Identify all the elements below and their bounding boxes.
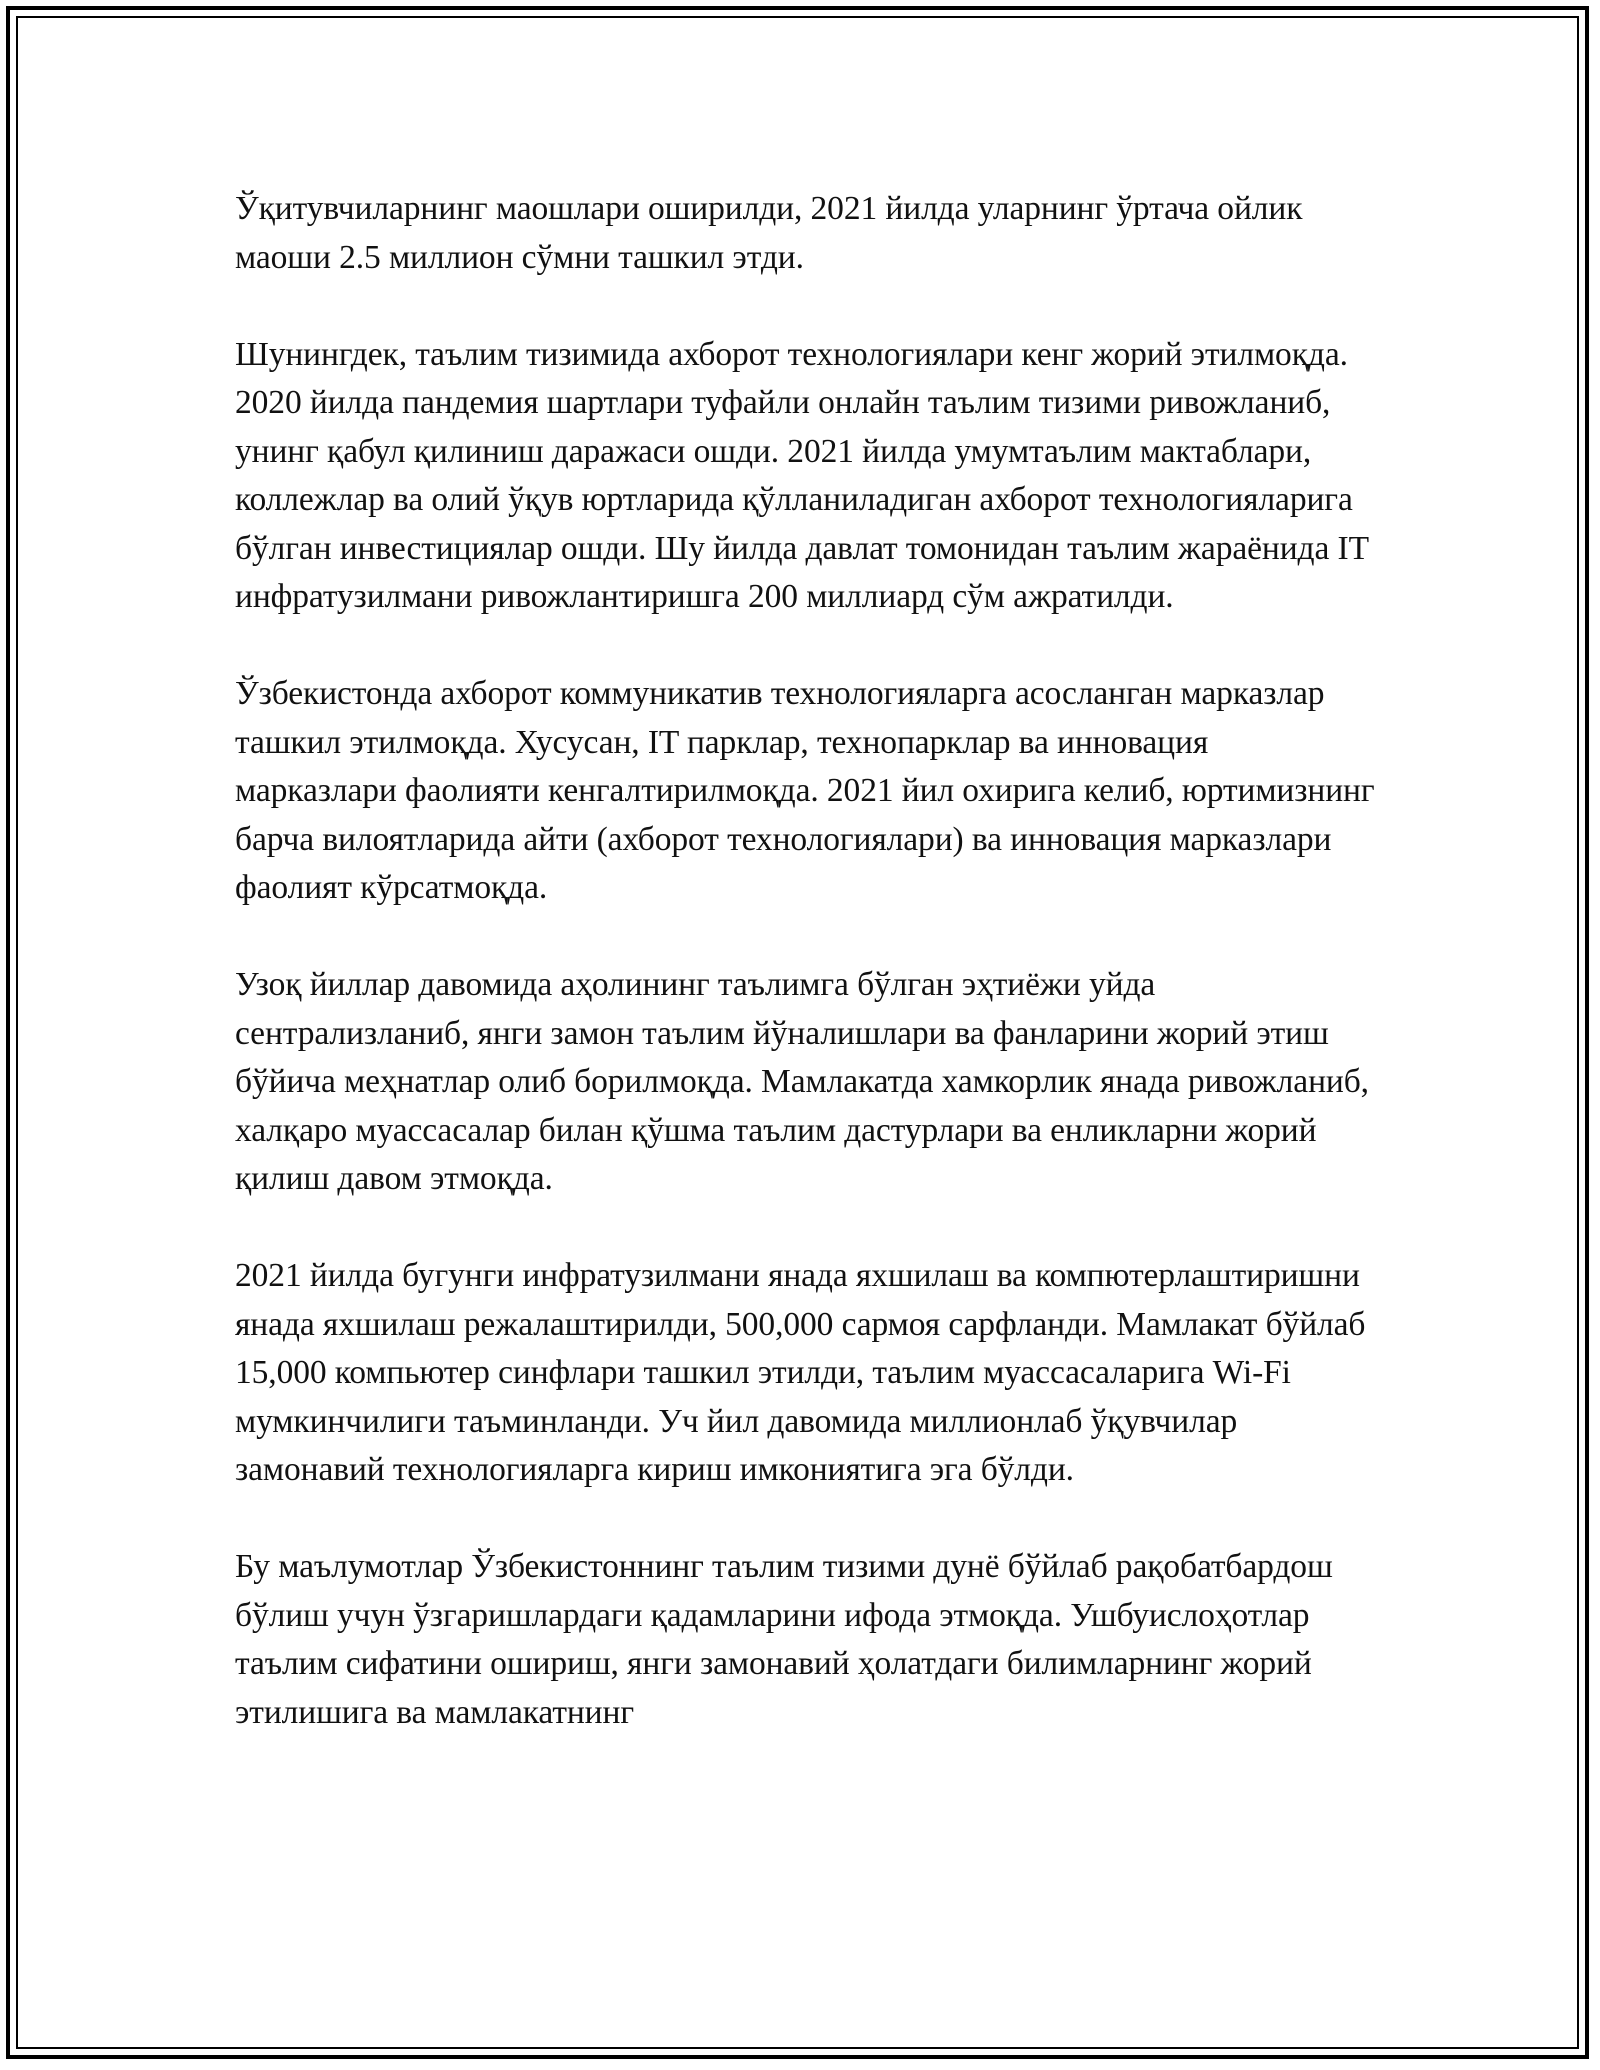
paragraph-conclusion: Бу маълумотлар Ўзбекистоннинг таълим тизими дунё бўйлаб рақобатбардош бўлиш учун ўзгаришлардаги қадамларини ифода этмоқда. Ушбуислоҳотлар таълим сифатини ошириш, янги замонавий ҳолатдаги билимларнинг жорий этилишига ва мамлакатнинг [235, 1548, 1333, 1731]
paragraph-education-reforms: Узоқ йиллар давомида аҳолининг таълимга бўлган эҳтиёжи уйда сентрализланиб, янги замон таълим йўналишлари ва фанларини жорий этиш бўйича меҳнатлар олиб борилмоқда. Мамлакатда хамкорлик янада ривожланиб, халқаро муассасалар билан қўшма таълим дастурлари ва енликларни жорий қилиш давом этмоқда. [235, 966, 1369, 1197]
document-body [235, 185, 1375, 1737]
paragraph-it-in-education: Шунингдек, таълим тизимида ахборот технологиялари кенг жорий этилмоқда. 2020 йилда пандемия шартлари туфайли онлайн таълим тизими ривожланиб, унинг қабул қилиниш даражаси ошди. 2021 йилда умумтаълим мактаблари, коллежлар ва олий ўқув юртларида қўлланиладиган ахборот технологияларига бўлган инвестициялар ошди. Шу йилда давлат томонидан таълим жараёнида IT инфратузилмани ривожлантиришга 200 миллиард сўм ажратилди. [235, 335, 1369, 615]
paragraph-teacher-salaries: Ўқитувчиларнинг маошлари оширилди, 2021 йилда уларнинг ўртача ойлик маоши 2.5 миллион сўмни ташкил этди. [235, 190, 1303, 276]
paragraph-it-centers: Ўзбекистонда ахборот коммуникатив технологияларга асосланган марказлар ташкил этилмоқда. Хусусан, IT парклар, технопарклар ва инновация марказлари фаолияти кенгалтирилмоқда. 2021 йил охирига келиб, юртимизнинг барча вилоятларида айти (ахборот технологиялари) ва инновация марказлари фаолият кўрсатмоқда. [235, 675, 1375, 906]
paragraph-infrastructure-2021: 2021 йилда бугунги инфратузилмани янада яхшилаш ва компютерлаштиришни янада яхшилаш режалаштирилди, 500,000 сармоя сарфланди. Мамлакат бўйлаб 15,000 компьютер синфлари ташкил этилди, таълим муассасаларига Wi-Fi мумкинчилиги таъминланди. Уч йил давомида миллионлаб ўқувчилар замонавий технологияларга кириш имкониятига эга бўлди. [235, 1257, 1366, 1488]
